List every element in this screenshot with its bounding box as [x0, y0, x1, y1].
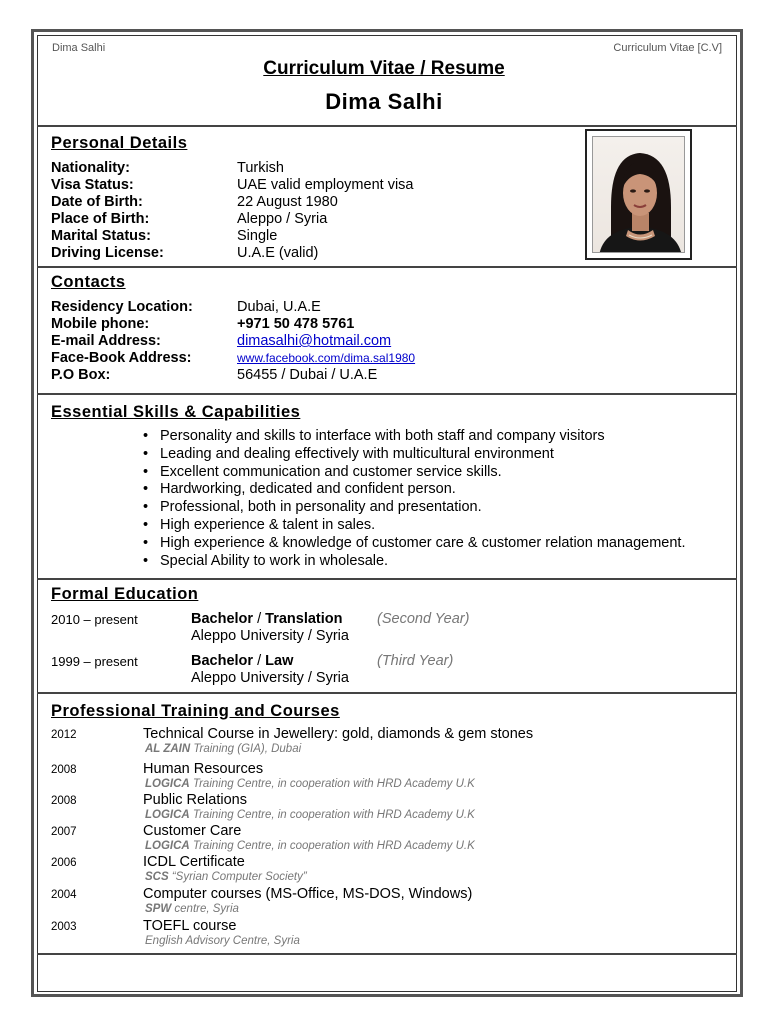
- divider-personal: [37, 266, 737, 268]
- field-label: Mobile phone:: [51, 316, 150, 332]
- training-year: 2003: [51, 921, 77, 933]
- field-value: Dubai, U.A.E: [237, 299, 321, 315]
- education-degree: Bachelor / Law: [191, 653, 294, 669]
- section-title-skills: Essential Skills & Capabilities: [51, 403, 301, 421]
- training-provider: English Advisory Centre, Syria: [145, 935, 300, 947]
- training-year: 2012: [51, 729, 77, 741]
- divider-header: [37, 125, 737, 127]
- field-label: Driving License:: [51, 245, 164, 261]
- list-item: • High experience & talent in sales.: [140, 517, 740, 535]
- running-header-name: Dima Salhi: [52, 42, 106, 54]
- training-year: 2004: [51, 889, 77, 901]
- field-label: Residency Location:: [51, 299, 193, 315]
- education-year: 1999 – present: [51, 654, 138, 669]
- field-label: Date of Birth:: [51, 194, 143, 210]
- education-note: (Third Year): [377, 653, 454, 669]
- field-label: Face-Book Address:: [51, 350, 192, 366]
- training-provider: AL ZAIN Training (GIA), Dubai: [145, 743, 302, 755]
- contact-row: [51, 316, 611, 333]
- field-label: Place of Birth:: [51, 211, 150, 227]
- contacts-list: [51, 299, 611, 384]
- field-value: U.A.E (valid): [237, 245, 319, 261]
- document-title: Curriculum Vitae / Resume: [263, 58, 505, 79]
- contact-row: [51, 350, 611, 367]
- education-university: Aleppo University / Syria: [191, 628, 349, 644]
- field-value: Aleppo / Syria: [237, 211, 328, 227]
- training-course: Customer Care: [143, 823, 242, 839]
- training-year: 2007: [51, 826, 77, 838]
- field-value: 56455 / Dubai / U.A.E: [237, 367, 378, 383]
- training-provider: LOGICA Training Centre, in cooperation with HRD Academy U.K: [145, 778, 475, 790]
- personal-row: [51, 194, 611, 211]
- training-provider: SPW centre, Syria: [145, 903, 239, 915]
- field-label: Marital Status:: [51, 228, 151, 244]
- contact-row: [51, 367, 611, 384]
- phone-number: +971 50 478 5761: [237, 316, 355, 332]
- training-course: TOEFL course: [143, 918, 237, 934]
- personal-row: [51, 177, 611, 194]
- skills-list: [140, 428, 740, 570]
- education-note: (Second Year): [377, 611, 470, 627]
- list-item: • Excellent communication and customer service skills.: [140, 464, 740, 482]
- running-header-doc: Curriculum Vitae [C.V]: [613, 42, 722, 54]
- facebook-link[interactable]: www.facebook.com/dima.sal1980: [237, 351, 416, 365]
- list-item: • Professional, both in personality and presentation.: [140, 499, 740, 517]
- personal-row: [51, 228, 611, 245]
- field-value: Single: [237, 228, 278, 244]
- training-course: Technical Course in Jewellery: gold, diamonds & gem stones: [143, 726, 534, 742]
- list-item: • Special Ability to work in wholesale.: [140, 553, 740, 571]
- training-provider: SCS “Syrian Computer Society”: [145, 871, 307, 883]
- training-course: Human Resources: [143, 761, 264, 777]
- portrait-illustration: [593, 137, 685, 253]
- training-year: 2008: [51, 764, 77, 776]
- personal-details-list: [51, 160, 611, 262]
- field-label: Visa Status:: [51, 177, 134, 193]
- training-provider: LOGICA Training Centre, in cooperation with HRD Academy U.K: [145, 809, 475, 821]
- divider-education: [37, 692, 737, 694]
- training-course: Computer courses (MS-Office, MS-DOS, Windows): [143, 886, 473, 902]
- divider-contacts: [37, 393, 737, 395]
- section-title-contacts: Contacts: [51, 273, 126, 291]
- list-item: • Personality and skills to interface with both staff and company visitors: [140, 428, 740, 446]
- email-link[interactable]: dimasalhi@hotmail.com: [237, 333, 392, 349]
- training-course: Public Relations: [143, 792, 247, 808]
- education-university: Aleppo University / Syria: [191, 670, 349, 686]
- profile-photo: [585, 129, 692, 260]
- contact-row: [51, 299, 611, 316]
- personal-row: [51, 245, 611, 262]
- field-value: 22 August 1980: [237, 194, 338, 210]
- field-label: P.O Box:: [51, 367, 111, 383]
- portrait-image: [592, 136, 685, 253]
- personal-row: [51, 211, 611, 228]
- divider-skills: [37, 578, 737, 580]
- training-provider: LOGICA Training Centre, in cooperation with HRD Academy U.K: [145, 840, 475, 852]
- section-title-education: Formal Education: [51, 585, 199, 603]
- divider-training: [37, 953, 737, 955]
- field-label: E-mail Address:: [51, 333, 161, 349]
- list-item: • High experience & knowledge of customer care & customer relation management.: [140, 535, 740, 553]
- list-item: • Leading and dealing effectively with multicultural environment: [140, 446, 740, 464]
- education-year: 2010 – present: [51, 612, 138, 627]
- section-title-personal: Personal Details: [51, 134, 188, 152]
- section-title-training: Professional Training and Courses: [51, 702, 340, 720]
- field-value: Turkish: [237, 160, 284, 176]
- training-course: ICDL Certificate: [143, 854, 245, 870]
- candidate-name: Dima Salhi: [325, 89, 443, 114]
- field-value: UAE valid employment visa: [237, 177, 414, 193]
- list-item: • Hardworking, dedicated and confident person.: [140, 481, 740, 499]
- training-year: 2006: [51, 857, 77, 869]
- education-degree: Bachelor / Translation: [191, 611, 343, 627]
- contact-row: [51, 333, 611, 350]
- training-year: 2008: [51, 795, 77, 807]
- field-label: Nationality:: [51, 160, 130, 176]
- personal-row: [51, 160, 611, 177]
